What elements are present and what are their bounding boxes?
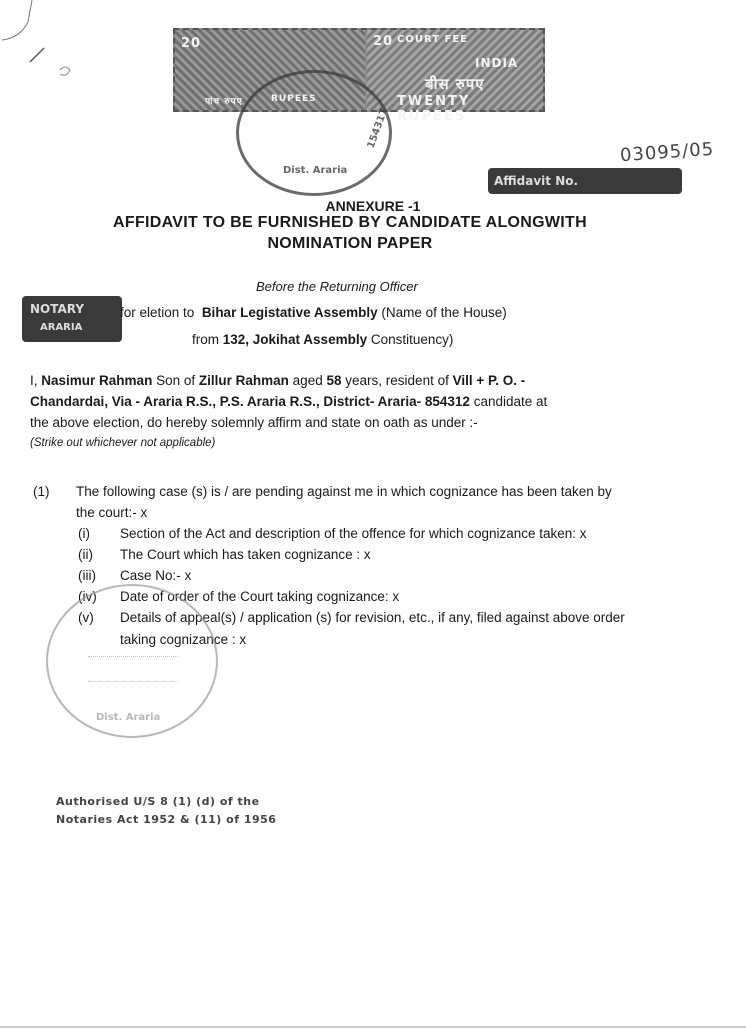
notary-stamp-line1: NOTARY xyxy=(30,302,85,316)
authorised-line-2: Notaries Act 1952 & (11) of 1956 xyxy=(56,813,277,826)
seal-top-code: 154317 xyxy=(365,107,391,150)
candidate-name: Nasimur Rahman xyxy=(41,373,153,388)
stamp-right-hindi: बीस रुपए xyxy=(425,75,485,93)
before-officer: Before the Returning Officer xyxy=(256,279,418,294)
affidavit-stamp-text: Affidavit No. xyxy=(494,174,579,188)
constituency-name: 132, Jokihat Assembly xyxy=(222,332,368,347)
election-house-suffix: (Name of the House) xyxy=(381,305,507,320)
father-name: Zillur Rahman xyxy=(198,373,289,388)
address-part-1: Vill + P. O. - xyxy=(452,373,526,388)
subitem-5-number: (v) xyxy=(78,610,94,625)
annexure-label: ANNEXURE -1 xyxy=(325,198,421,214)
affidavit-number-stamp xyxy=(488,168,682,194)
stamp-left-hindi: पांच रुपए xyxy=(205,97,243,107)
subitem-5-text: Details of appeal(s) / application (s) for revision, etc., if any, filed against above order xyxy=(120,610,625,625)
seal-top-text: Dist. Araria xyxy=(283,165,348,176)
item-1-text-line-1: The following case (s) is / are pending against me in which cognizance has been taken by xyxy=(76,484,612,499)
decl-candidate-at: candidate at xyxy=(473,394,548,409)
address-part-2: Chandardai, Via - Araria R.S., P.S. Araria R.S., District- Araria- 854312 xyxy=(30,394,470,409)
election-house: Bihar Legistative Assembly xyxy=(201,305,378,320)
notary-stamp xyxy=(22,296,122,342)
subitem-1-number: (i) xyxy=(78,526,90,541)
corner-scribble xyxy=(0,0,80,100)
title-line-2: NOMINATION PAPER xyxy=(267,235,433,252)
stamp-left-label: RUPEES xyxy=(271,94,317,104)
seal-bottom-text: Dist. Araria xyxy=(96,712,161,723)
item-1-text-line-2: the court:- x xyxy=(76,505,148,520)
title-line-1: AFFIDAVIT TO BE FURNISHED BY CANDIDATE ALONGWITH xyxy=(113,214,587,231)
subitem-2-number: (ii) xyxy=(78,547,93,562)
subitem-1-text: Section of the Act and description of the offence for which cognizance taken: x xyxy=(120,526,587,541)
stamp-right-header: COURT FEE xyxy=(397,34,469,45)
stamp-right-country: INDIA xyxy=(475,56,519,70)
constituency-suffix: Constituency) xyxy=(370,332,454,347)
decl-aged: aged xyxy=(292,373,323,388)
subitem-5-text-line-2: taking cognizance : x xyxy=(120,632,247,647)
seal-bottom-inner xyxy=(88,656,178,682)
authorised-line-1: Authorised U/S 8 (1) (d) of the xyxy=(56,795,260,808)
bottom-edge xyxy=(0,1026,746,1028)
constituency-line xyxy=(192,329,453,350)
declaration-line-3: the above election, do hereby solemnly affirm and state on oath as under :- xyxy=(30,415,478,430)
declaration-line-1 xyxy=(30,370,720,391)
subitem-3-number: (iii) xyxy=(78,568,96,583)
notary-stamp-line2: ARARIA xyxy=(40,322,83,333)
candidate-age: 58 xyxy=(326,373,342,388)
subitem-2-text: The Court which has taken cognizance : x xyxy=(120,547,371,562)
election-prefix: for eletion to xyxy=(120,305,195,320)
election-line xyxy=(120,302,507,323)
constituency-from: from xyxy=(192,332,219,347)
item-1-number: (1) xyxy=(33,484,50,499)
decl-i: I, xyxy=(30,373,38,388)
stamp-left-value: 20 xyxy=(181,36,202,51)
subitem-4-text: Date of order of the Court taking cognizance: x xyxy=(120,589,400,604)
round-seal-top xyxy=(236,70,392,196)
subitem-3-text: Case No:- x xyxy=(120,568,192,583)
stamp-right-amount: TWENTY RUPEES xyxy=(397,94,471,124)
decl-son-of: Son of xyxy=(156,373,196,388)
round-seal-bottom xyxy=(46,584,218,738)
subitem-4-number: (iv) xyxy=(78,589,97,604)
decl-years: years, resident of xyxy=(345,373,449,388)
stamp-right-value: 20 xyxy=(373,34,394,49)
handwritten-number: 03095/05 xyxy=(619,138,715,167)
declaration-line-2 xyxy=(30,391,730,412)
strike-note: (Strike out whichever not applicable) xyxy=(30,437,216,449)
